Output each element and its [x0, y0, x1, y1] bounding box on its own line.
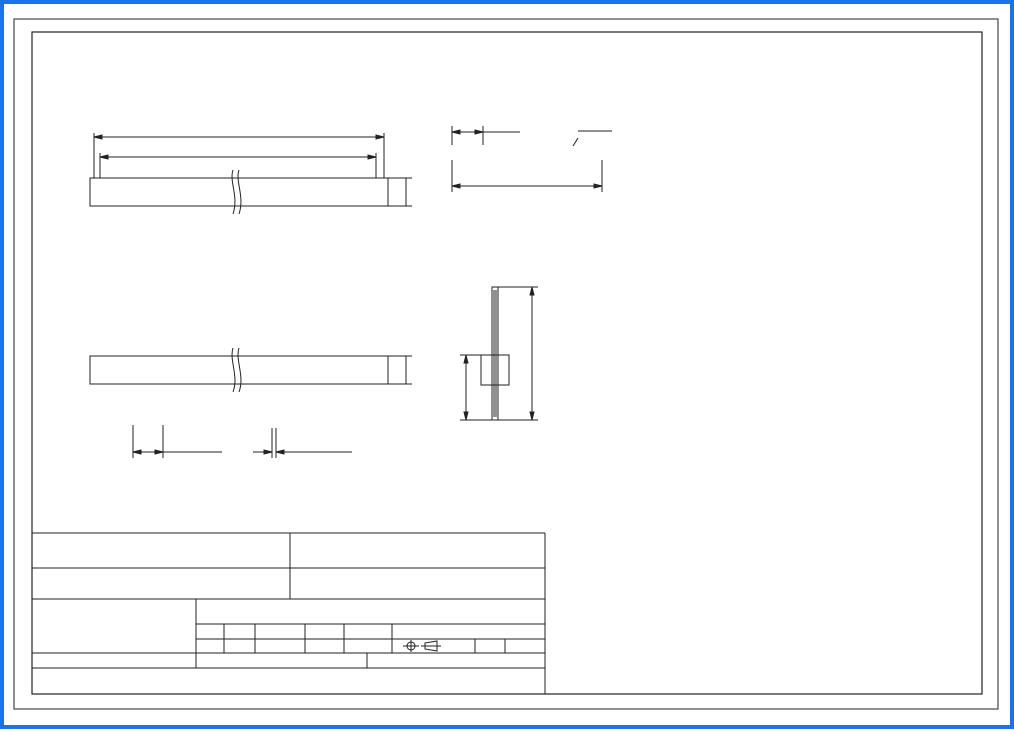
side-view-drawing — [460, 287, 538, 420]
outer-frame — [14, 19, 998, 709]
inner-frame — [32, 32, 982, 694]
front-view-drawing — [90, 348, 412, 458]
pcb-layout-drawing — [452, 126, 612, 192]
title-block — [32, 533, 545, 694]
top-view-drawing — [90, 133, 412, 214]
blue-border — [2, 2, 1012, 727]
